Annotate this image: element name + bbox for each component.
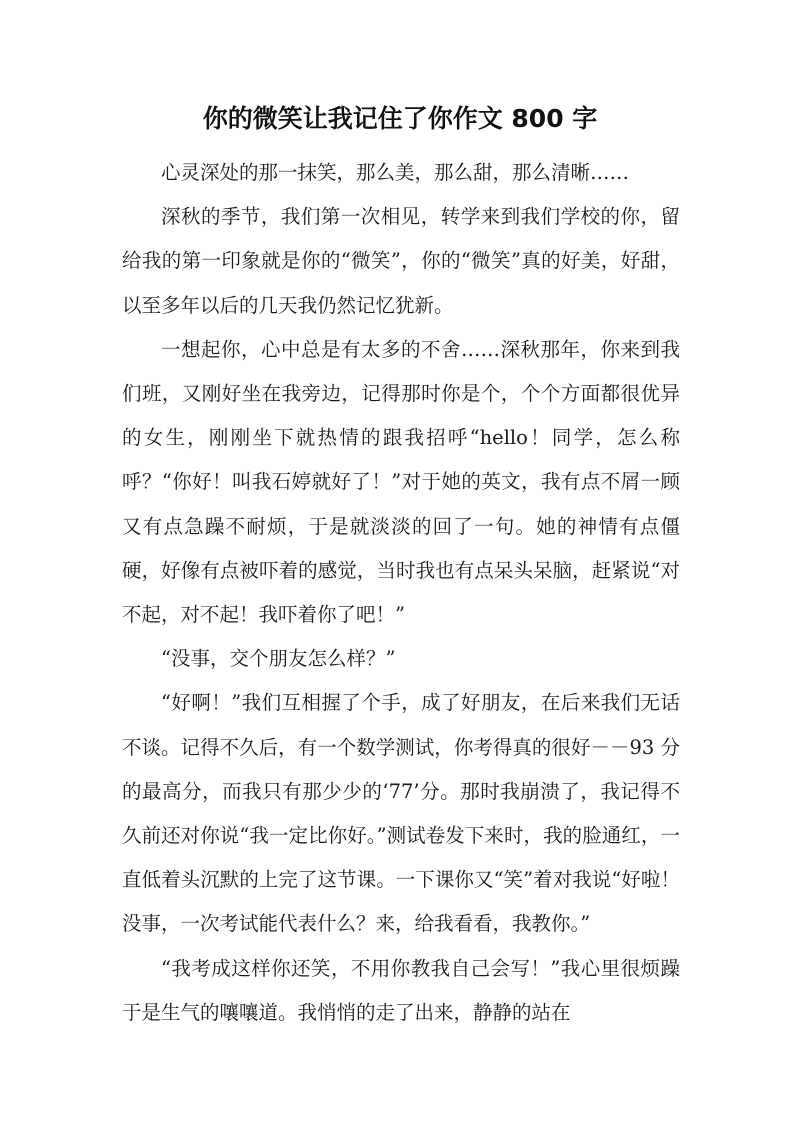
paragraph-6: “我考成这样你还笑，不用你教我自己会写！”我心里很烦躁于是生气的嚷嚷道。我悄悄的走了出来，静静的站在	[122, 956, 680, 1024]
paragraph-4: “没事，交个朋友怎么样？”	[161, 647, 396, 671]
essay-body	[122, 151, 680, 1035]
paragraph-1: 心灵深处的那一抹笑，那么美，那么甜，那么清晰……	[161, 161, 630, 184]
page-title: 你的微笑让我记住了你作文 800 字	[202, 104, 598, 133]
paragraph-3: 一想起你，心中总是有太多的不舍……深秋那年，你来到我们班，又刚好坐在我旁边，记得那时你是个，个个方面都很优异的女生，刚刚坐下就热情的跟我招呼“hello！同学，怎么称呼？“你好！叫我石婷就好了！”对于她的英文，我有点不屑一顾又有点急躁不耐烦，于是就淡淡的回了一句。她的神情有点僵硬，好像有点被吓着的感觉，当时我也有点呆头呆脑，赶紧说“对不起，对不起！我吓着你了吧！”	[122, 337, 680, 627]
paragraph-5: “好啊！”我们互相握了个手，成了好朋友，在后来我们无话不谈。记得不久后，有一个数学测试，你考得真的很好－－93 分的最高分，而我只有那少少的‘77’分。那时我崩溃了，我记得不久前还对你说“我一定比你好。”测试卷发下来时，我的脸通红，一直低着头沉默的上完了这节课。一下课你又“笑”着对我说“好啦！没事，一次考试能代表什么？来，给我看看，我教你。”	[122, 691, 680, 936]
paragraph-2: 深秋的季节，我们第一次相见，转学来到我们学校的你，留给我的第一印象就是你的“微笑”，你的“微笑”真的好美，好甜，以至多年以后的几天我仍然记忆犹新。	[122, 205, 680, 317]
